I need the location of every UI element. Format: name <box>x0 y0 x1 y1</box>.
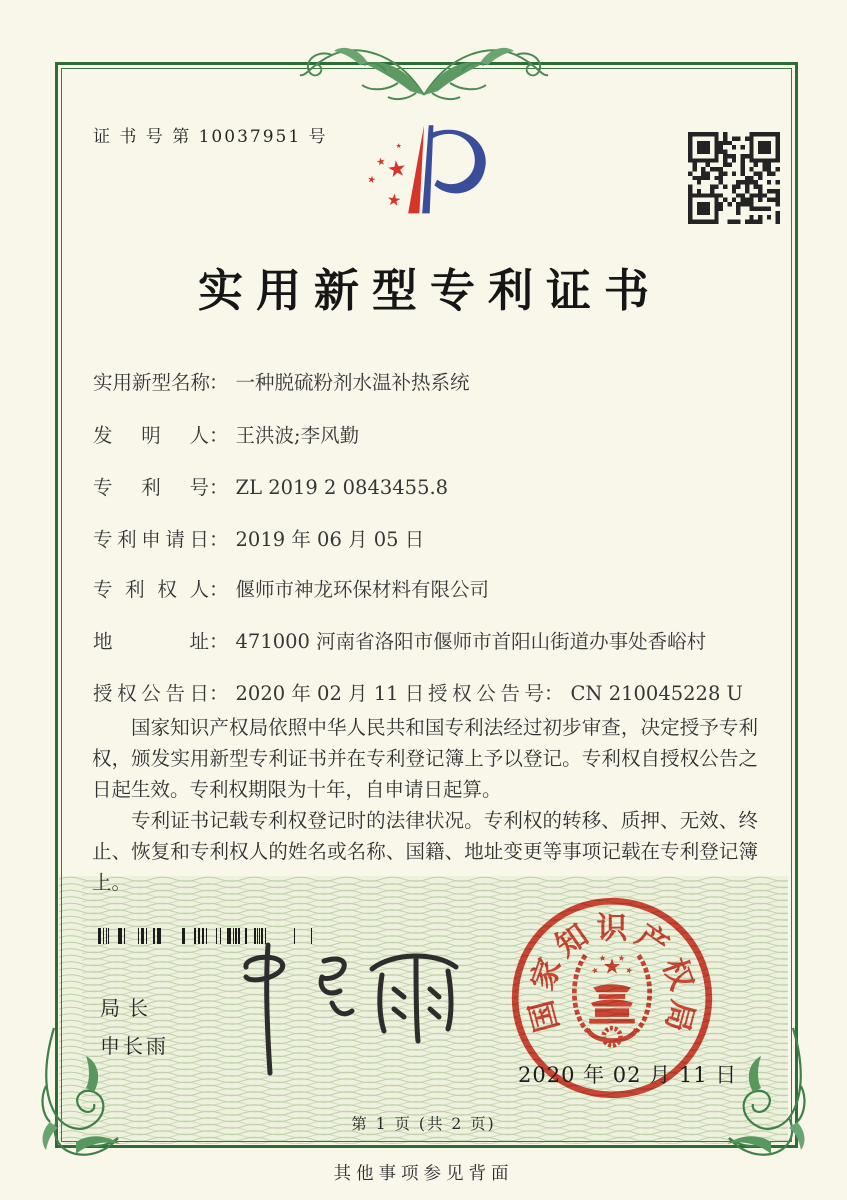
field-value: 471000 河南省洛阳市偃师市首阳山街道办事处香峪村 <box>235 630 707 653</box>
legal-text-block <box>92 712 758 898</box>
national-emblem-icon <box>574 954 649 1045</box>
field-colon: ： <box>209 476 229 499</box>
page-number: 第 1 页 (共 2 页) <box>351 1115 496 1133</box>
field-value: CN 210045228 U <box>570 682 743 705</box>
legal-paragraph-1: 国家知识产权局依照中华人民共和国专利法经过初步审查，决定授予专利权，颁发实用新型专利证书并在专利登记簿上予以登记。专利权自授权公告之日起生效。专利权期限为十年，自申请日起算。 <box>92 716 758 801</box>
seal-date: 2020 年 02 月 11 日 <box>518 1063 738 1087</box>
field-row-grant-date <box>93 678 743 706</box>
certificate-number: 证 书 号 第 10037951 号 <box>93 127 328 147</box>
field-colon: ： <box>209 371 229 394</box>
field-grant-number <box>428 678 743 706</box>
field-value: ZL 2019 2 0843455.8 <box>235 476 449 499</box>
svg-text:识: 识 <box>596 910 628 947</box>
field-label: 专利申请日 <box>93 528 209 551</box>
field-row-patentee <box>93 574 489 602</box>
director-name-label: 申长雨 <box>100 1034 169 1058</box>
back-side-note: 其他事项参见背面 <box>333 1164 514 1184</box>
field-colon: ： <box>209 424 229 447</box>
svg-text:局: 局 <box>657 996 701 1036</box>
field-colon: ： <box>544 682 564 705</box>
field-row-filing-date <box>93 524 424 552</box>
top-flourish-ornament <box>298 33 550 103</box>
field-label: 授权公告日 <box>93 682 209 705</box>
bottom-right-flourish-ornament <box>699 1026 811 1162</box>
field-label: 授权公告号 <box>428 682 544 705</box>
qr-code <box>688 132 780 224</box>
field-label: 地址 <box>93 630 209 653</box>
director-signature <box>232 933 470 1081</box>
certificate-title: 实用新型专利证书 <box>197 264 662 317</box>
field-row-patent-number <box>93 472 448 500</box>
field-label: 专利权人 <box>93 578 209 601</box>
svg-text:权: 权 <box>655 953 700 995</box>
field-label: 发明人 <box>93 424 209 447</box>
field-colon: ： <box>209 528 229 551</box>
svg-text:产: 产 <box>629 917 675 965</box>
field-label: 专利号 <box>93 476 209 499</box>
field-row-utility-model-name <box>93 367 470 395</box>
field-value: 一种脱硫粉剂水温补热系统 <box>235 371 470 394</box>
field-value: 王洪波;李风勤 <box>235 424 360 447</box>
field-value: 2020 年 02 月 11 日 <box>235 682 425 705</box>
svg-text:国: 国 <box>523 996 567 1036</box>
field-label: 实用新型名称 <box>93 371 211 394</box>
field-row-address <box>93 626 706 654</box>
svg-text:知: 知 <box>549 917 595 965</box>
svg-text:家: 家 <box>524 953 569 995</box>
field-colon: ： <box>209 630 229 653</box>
cnipa-patent-logo-icon <box>350 113 500 233</box>
director-title-label: 局长 <box>100 996 156 1020</box>
field-colon: ： <box>209 578 229 601</box>
field-value: 偃师市神龙环保材料有限公司 <box>235 578 490 601</box>
field-value: 2019 年 06 月 05 日 <box>235 528 425 551</box>
field-row-inventor <box>93 420 359 448</box>
field-colon: ： <box>209 682 229 705</box>
legal-paragraph-2: 专利证书记载专利权登记时的法律状况。专利权的转移、质押、无效、终止、恢复和专利权人的姓名或名称、国籍、地址变更等事项记载在专利登记簿上。 <box>92 809 758 894</box>
